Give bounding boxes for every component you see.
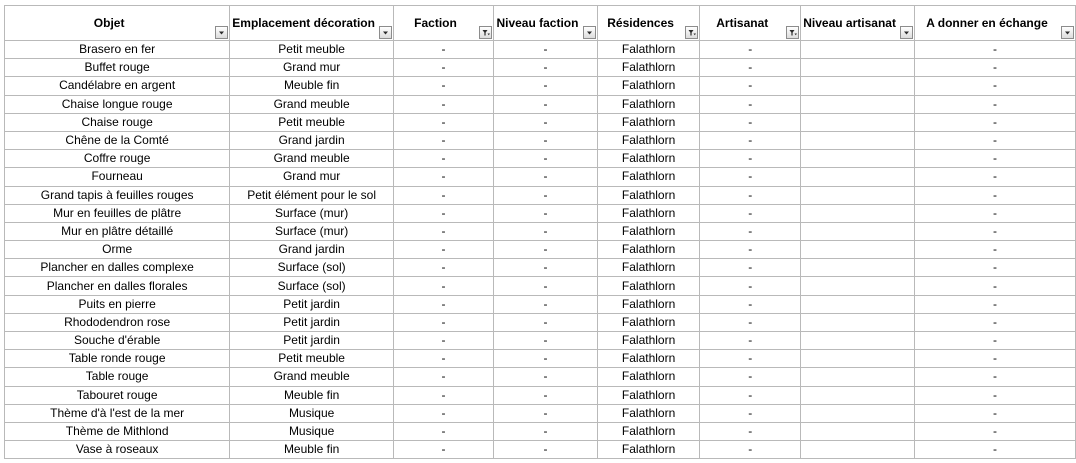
cell-faction[interactable]: - xyxy=(393,131,493,149)
cell-artisanat[interactable]: - xyxy=(700,77,801,95)
cell-emplacement[interactable]: Surface (mur) xyxy=(230,222,394,240)
cell-niveau-faction[interactable]: - xyxy=(494,168,598,186)
filter-dropdown-button[interactable] xyxy=(900,26,913,39)
cell-residences[interactable]: Falathlorn xyxy=(597,150,699,168)
cell-emplacement[interactable]: Musique xyxy=(230,422,394,440)
cell-residences[interactable]: Falathlorn xyxy=(597,313,699,331)
cell-niveau-artisanat[interactable] xyxy=(801,422,915,440)
cell-objet[interactable]: Plancher en dalles complexe xyxy=(5,259,230,277)
column-header-label: Objet xyxy=(93,16,125,30)
cell-residences[interactable]: Falathlorn xyxy=(597,350,699,368)
cell-a-donner[interactable]: - xyxy=(914,168,1075,186)
cell-residences[interactable]: Falathlorn xyxy=(597,77,699,95)
filter-funnel-icon xyxy=(787,27,798,38)
cell-residences[interactable]: Falathlorn xyxy=(597,277,699,295)
cell-artisanat[interactable]: - xyxy=(700,131,801,149)
cell-faction[interactable]: - xyxy=(393,222,493,240)
cell-objet[interactable]: Table ronde rouge xyxy=(5,350,230,368)
cell-niveau-artisanat[interactable] xyxy=(801,241,915,259)
cell-residences[interactable]: Falathlorn xyxy=(597,168,699,186)
cell-niveau-artisanat[interactable] xyxy=(801,222,915,240)
cell-a-donner[interactable]: - xyxy=(914,204,1075,222)
cell-niveau-faction[interactable]: - xyxy=(494,241,598,259)
cell-objet[interactable]: Chêne de la Comté xyxy=(5,131,230,149)
cell-niveau-artisanat[interactable] xyxy=(801,441,915,459)
table-row xyxy=(5,259,1076,277)
cell-artisanat[interactable]: - xyxy=(700,222,801,240)
cell-niveau-faction[interactable]: - xyxy=(494,295,598,313)
cell-objet[interactable]: Thème d'à l'est de la mer xyxy=(5,404,230,422)
cell-objet[interactable]: Chaise longue rouge xyxy=(5,95,230,113)
cell-niveau-artisanat[interactable] xyxy=(801,95,915,113)
cell-niveau-faction[interactable]: - xyxy=(494,59,598,77)
cell-a-donner[interactable]: - xyxy=(914,186,1075,204)
cell-niveau-artisanat[interactable] xyxy=(801,131,915,149)
cell-objet[interactable]: Rhododendron rose xyxy=(5,313,230,331)
filter-dropdown-button[interactable] xyxy=(786,26,799,39)
header-row xyxy=(5,6,1076,41)
column-header-label: Résidences xyxy=(607,16,674,30)
cell-niveau-artisanat[interactable] xyxy=(801,204,915,222)
cell-niveau-artisanat[interactable] xyxy=(801,350,915,368)
filter-dropdown-button[interactable] xyxy=(479,26,492,39)
cell-niveau-faction[interactable]: - xyxy=(494,131,598,149)
cell-faction[interactable]: - xyxy=(393,241,493,259)
cell-objet[interactable]: Mur en plâtre détaillé xyxy=(5,222,230,240)
cell-emplacement[interactable]: Grand mur xyxy=(230,59,394,77)
table-row xyxy=(5,350,1076,368)
cell-residences[interactable]: Falathlorn xyxy=(597,41,699,59)
filter-funnel-icon xyxy=(686,27,697,38)
cell-artisanat[interactable]: - xyxy=(700,313,801,331)
cell-a-donner[interactable]: - xyxy=(914,404,1075,422)
cell-niveau-faction[interactable]: - xyxy=(494,41,598,59)
table-body xyxy=(5,41,1076,459)
table-row xyxy=(5,277,1076,295)
cell-objet[interactable]: Coffre rouge xyxy=(5,150,230,168)
cell-emplacement[interactable]: Petit meuble xyxy=(230,113,394,131)
cell-niveau-faction[interactable]: - xyxy=(494,277,598,295)
table-row xyxy=(5,131,1076,149)
cell-emplacement[interactable]: Petit jardin xyxy=(230,295,394,313)
cell-faction[interactable]: - xyxy=(393,150,493,168)
cell-a-donner[interactable]: - xyxy=(914,368,1075,386)
cell-niveau-faction[interactable]: - xyxy=(494,332,598,350)
cell-residences[interactable]: Falathlorn xyxy=(597,59,699,77)
cell-emplacement[interactable]: Meuble fin xyxy=(230,441,394,459)
column-header-niveau-faction xyxy=(494,6,598,41)
cell-emplacement[interactable]: Petit meuble xyxy=(230,41,394,59)
dropdown-arrow-icon xyxy=(901,27,912,38)
cell-objet[interactable]: Vase à roseaux xyxy=(5,441,230,459)
filter-dropdown-button[interactable] xyxy=(1061,26,1074,39)
filter-funnel-icon xyxy=(480,27,491,38)
table-row xyxy=(5,41,1076,59)
cell-artisanat[interactable]: - xyxy=(700,59,801,77)
cell-emplacement[interactable]: Petit jardin xyxy=(230,332,394,350)
cell-emplacement[interactable]: Surface (mur) xyxy=(230,204,394,222)
cell-objet[interactable]: Fourneau xyxy=(5,168,230,186)
cell-emplacement[interactable]: Grand jardin xyxy=(230,131,394,149)
cell-niveau-faction[interactable]: - xyxy=(494,404,598,422)
table-row xyxy=(5,313,1076,331)
cell-residences[interactable]: Falathlorn xyxy=(597,204,699,222)
table-row xyxy=(5,222,1076,240)
column-header-label: A donner en échange xyxy=(926,16,1048,30)
cell-objet[interactable]: Thème de Mithlond xyxy=(5,422,230,440)
cell-artisanat[interactable]: - xyxy=(700,168,801,186)
cell-emplacement[interactable]: Meuble fin xyxy=(230,77,394,95)
cell-niveau-artisanat[interactable] xyxy=(801,168,915,186)
cell-artisanat[interactable]: - xyxy=(700,150,801,168)
cell-niveau-faction[interactable]: - xyxy=(494,204,598,222)
cell-niveau-faction[interactable]: - xyxy=(494,422,598,440)
cell-niveau-faction[interactable]: - xyxy=(494,95,598,113)
cell-a-donner[interactable]: - xyxy=(914,241,1075,259)
cell-artisanat[interactable]: - xyxy=(700,295,801,313)
cell-emplacement[interactable]: Grand jardin xyxy=(230,241,394,259)
table-row xyxy=(5,422,1076,440)
cell-faction[interactable]: - xyxy=(393,277,493,295)
cell-a-donner[interactable]: - xyxy=(914,259,1075,277)
cell-objet[interactable]: Brasero en fer xyxy=(5,41,230,59)
cell-faction[interactable]: - xyxy=(393,77,493,95)
filter-dropdown-button[interactable] xyxy=(685,26,698,39)
cell-objet[interactable]: Souche d'érable xyxy=(5,332,230,350)
cell-a-donner[interactable]: - xyxy=(914,150,1075,168)
cell-residences[interactable]: Falathlorn xyxy=(597,441,699,459)
cell-niveau-artisanat[interactable] xyxy=(801,150,915,168)
cell-faction[interactable]: - xyxy=(393,404,493,422)
dropdown-arrow-icon xyxy=(584,27,595,38)
cell-faction[interactable]: - xyxy=(393,186,493,204)
column-header-label: Emplacement décoration xyxy=(232,16,375,30)
cell-niveau-artisanat[interactable] xyxy=(801,277,915,295)
cell-faction[interactable]: - xyxy=(393,332,493,350)
cell-niveau-faction[interactable]: - xyxy=(494,150,598,168)
cell-objet[interactable]: Table rouge xyxy=(5,368,230,386)
cell-a-donner[interactable]: - xyxy=(914,422,1075,440)
cell-artisanat[interactable]: - xyxy=(700,259,801,277)
cell-artisanat[interactable]: - xyxy=(700,368,801,386)
cell-residences[interactable]: Falathlorn xyxy=(597,222,699,240)
cell-residences[interactable]: Falathlorn xyxy=(597,113,699,131)
table-row xyxy=(5,386,1076,404)
cell-objet[interactable]: Orme xyxy=(5,241,230,259)
column-header-a-donner xyxy=(914,6,1075,41)
cell-niveau-faction[interactable]: - xyxy=(494,113,598,131)
cell-residences[interactable]: Falathlorn xyxy=(597,131,699,149)
table-row xyxy=(5,368,1076,386)
column-header-emplacement xyxy=(230,6,394,41)
cell-emplacement[interactable]: Musique xyxy=(230,404,394,422)
cell-emplacement[interactable]: Grand meuble xyxy=(230,150,394,168)
cell-a-donner[interactable]: - xyxy=(914,41,1075,59)
cell-a-donner[interactable]: - xyxy=(914,131,1075,149)
cell-objet[interactable]: Chaise rouge xyxy=(5,113,230,131)
cell-artisanat[interactable]: - xyxy=(700,404,801,422)
cell-a-donner[interactable]: - xyxy=(914,113,1075,131)
cell-residences[interactable]: Falathlorn xyxy=(597,186,699,204)
cell-niveau-faction[interactable]: - xyxy=(494,77,598,95)
cell-artisanat[interactable]: - xyxy=(700,277,801,295)
column-header-objet xyxy=(5,6,230,41)
cell-faction[interactable]: - xyxy=(393,113,493,131)
cell-artisanat[interactable]: - xyxy=(700,186,801,204)
cell-objet[interactable]: Tabouret rouge xyxy=(5,386,230,404)
cell-niveau-artisanat[interactable] xyxy=(801,295,915,313)
cell-residences[interactable]: Falathlorn xyxy=(597,241,699,259)
table-row xyxy=(5,241,1076,259)
cell-niveau-artisanat[interactable] xyxy=(801,332,915,350)
cell-artisanat[interactable]: - xyxy=(700,332,801,350)
dropdown-arrow-icon xyxy=(216,27,227,38)
column-header-label: Faction xyxy=(414,16,457,30)
cell-emplacement[interactable]: Petit élément pour le sol xyxy=(230,186,394,204)
cell-niveau-faction[interactable]: - xyxy=(494,386,598,404)
table-row xyxy=(5,404,1076,422)
table-row xyxy=(5,441,1076,459)
cell-niveau-faction[interactable]: - xyxy=(494,350,598,368)
cell-niveau-artisanat[interactable] xyxy=(801,386,915,404)
column-header-residences xyxy=(597,6,699,41)
cell-emplacement[interactable]: Grand mur xyxy=(230,168,394,186)
table-row xyxy=(5,113,1076,131)
cell-a-donner[interactable]: - xyxy=(914,332,1075,350)
cell-a-donner[interactable]: - xyxy=(914,222,1075,240)
cell-faction[interactable]: - xyxy=(393,313,493,331)
column-header-faction xyxy=(393,6,493,41)
table-row xyxy=(5,77,1076,95)
cell-niveau-artisanat[interactable] xyxy=(801,259,915,277)
table-row xyxy=(5,332,1076,350)
cell-niveau-artisanat[interactable] xyxy=(801,186,915,204)
cell-niveau-artisanat[interactable] xyxy=(801,77,915,95)
cell-emplacement[interactable]: Petit jardin xyxy=(230,313,394,331)
cell-objet[interactable]: Candélabre en argent xyxy=(5,77,230,95)
cell-residences[interactable]: Falathlorn xyxy=(597,95,699,113)
cell-residences[interactable]: Falathlorn xyxy=(597,368,699,386)
cell-niveau-artisanat[interactable] xyxy=(801,404,915,422)
cell-objet[interactable]: Grand tapis à feuilles rouges xyxy=(5,186,230,204)
cell-faction[interactable]: - xyxy=(393,259,493,277)
table-row xyxy=(5,95,1076,113)
cell-niveau-faction[interactable]: - xyxy=(494,313,598,331)
spreadsheet-table xyxy=(4,5,1076,459)
cell-objet[interactable]: Puits en pierre xyxy=(5,295,230,313)
column-header-label: Niveau artisanat xyxy=(803,16,896,30)
cell-faction[interactable]: - xyxy=(393,41,493,59)
cell-residences[interactable]: Falathlorn xyxy=(597,259,699,277)
table-row xyxy=(5,168,1076,186)
cell-faction[interactable]: - xyxy=(393,295,493,313)
cell-a-donner[interactable]: - xyxy=(914,277,1075,295)
cell-residences[interactable]: Falathlorn xyxy=(597,295,699,313)
cell-faction[interactable]: - xyxy=(393,422,493,440)
cell-faction[interactable]: - xyxy=(393,368,493,386)
cell-niveau-artisanat[interactable] xyxy=(801,41,915,59)
cell-artisanat[interactable]: - xyxy=(700,204,801,222)
cell-a-donner[interactable]: - xyxy=(914,386,1075,404)
cell-artisanat[interactable]: - xyxy=(700,350,801,368)
cell-a-donner[interactable]: - xyxy=(914,350,1075,368)
column-header-label: Niveau faction xyxy=(496,16,579,30)
cell-niveau-artisanat[interactable] xyxy=(801,368,915,386)
column-header-niveau-artisanat xyxy=(801,6,915,41)
cell-artisanat[interactable]: - xyxy=(700,386,801,404)
cell-niveau-artisanat[interactable] xyxy=(801,59,915,77)
cell-emplacement[interactable]: Grand meuble xyxy=(230,95,394,113)
cell-artisanat[interactable]: - xyxy=(700,441,801,459)
cell-emplacement[interactable]: Meuble fin xyxy=(230,386,394,404)
cell-a-donner[interactable]: - xyxy=(914,313,1075,331)
cell-artisanat[interactable]: - xyxy=(700,113,801,131)
cell-a-donner[interactable]: - xyxy=(914,59,1075,77)
table-row xyxy=(5,150,1076,168)
cell-niveau-artisanat[interactable] xyxy=(801,313,915,331)
cell-a-donner[interactable]: - xyxy=(914,295,1075,313)
table-row xyxy=(5,186,1076,204)
cell-emplacement[interactable]: Grand meuble xyxy=(230,368,394,386)
cell-faction[interactable]: - xyxy=(393,441,493,459)
table-row xyxy=(5,295,1076,313)
filter-dropdown-button[interactable] xyxy=(583,26,596,39)
cell-faction[interactable]: - xyxy=(393,386,493,404)
cell-artisanat[interactable]: - xyxy=(700,41,801,59)
cell-objet[interactable]: Mur en feuilles de plâtre xyxy=(5,204,230,222)
cell-residences[interactable]: Falathlorn xyxy=(597,332,699,350)
cell-a-donner[interactable]: - xyxy=(914,95,1075,113)
cell-niveau-faction[interactable]: - xyxy=(494,259,598,277)
cell-artisanat[interactable]: - xyxy=(700,241,801,259)
cell-a-donner[interactable]: - xyxy=(914,77,1075,95)
cell-artisanat[interactable]: - xyxy=(700,95,801,113)
cell-faction[interactable]: - xyxy=(393,350,493,368)
cell-niveau-faction[interactable]: - xyxy=(494,368,598,386)
dropdown-arrow-icon xyxy=(1062,27,1073,38)
cell-objet[interactable]: Buffet rouge xyxy=(5,59,230,77)
cell-residences[interactable]: Falathlorn xyxy=(597,386,699,404)
header-row-group xyxy=(5,6,1076,41)
table-row xyxy=(5,59,1076,77)
cell-niveau-faction[interactable]: - xyxy=(494,186,598,204)
cell-niveau-faction[interactable]: - xyxy=(494,441,598,459)
cell-residences[interactable]: Falathlorn xyxy=(597,404,699,422)
filter-dropdown-button[interactable] xyxy=(379,26,392,39)
cell-niveau-artisanat[interactable] xyxy=(801,113,915,131)
column-header-label: Artisanat xyxy=(716,16,769,30)
cell-emplacement[interactable]: Surface (sol) xyxy=(230,259,394,277)
column-header-artisanat xyxy=(700,6,801,41)
filter-dropdown-button[interactable] xyxy=(215,26,228,39)
cell-emplacement[interactable]: Petit meuble xyxy=(230,350,394,368)
cell-faction[interactable]: - xyxy=(393,59,493,77)
cell-niveau-faction[interactable]: - xyxy=(494,222,598,240)
cell-faction[interactable]: - xyxy=(393,168,493,186)
cell-a-donner[interactable]: - xyxy=(914,441,1075,459)
cell-objet[interactable]: Plancher en dalles florales xyxy=(5,277,230,295)
cell-faction[interactable]: - xyxy=(393,95,493,113)
cell-faction[interactable]: - xyxy=(393,204,493,222)
cell-emplacement[interactable]: Surface (sol) xyxy=(230,277,394,295)
cell-residences[interactable]: Falathlorn xyxy=(597,422,699,440)
cell-artisanat[interactable]: - xyxy=(700,422,801,440)
dropdown-arrow-icon xyxy=(380,27,391,38)
table-row xyxy=(5,204,1076,222)
